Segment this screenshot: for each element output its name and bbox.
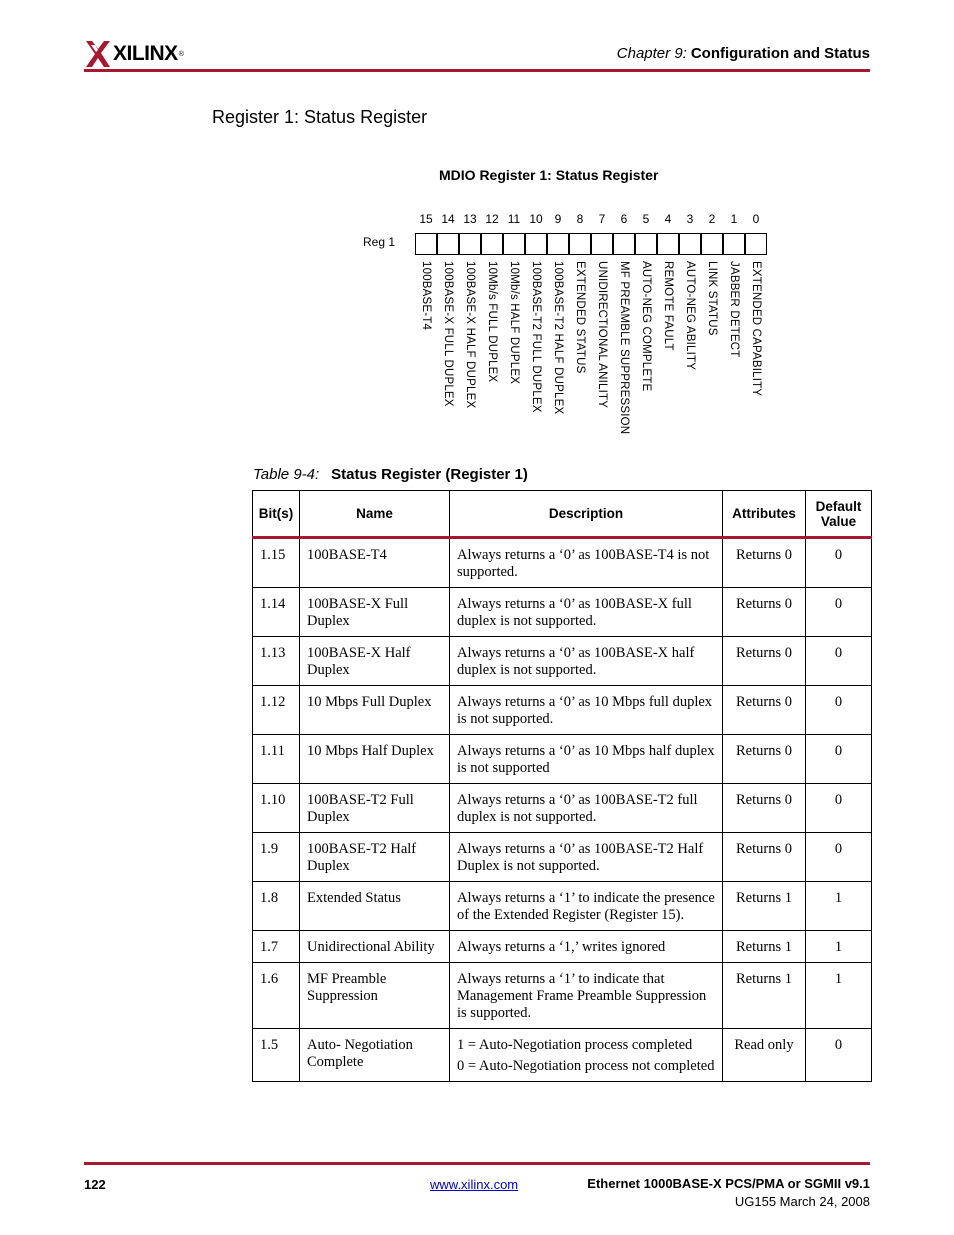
cell-default-value: 0 bbox=[806, 686, 872, 735]
register-label: Reg 1 bbox=[363, 235, 396, 249]
register-bit-box bbox=[701, 233, 723, 255]
bit-number: 12 bbox=[485, 212, 499, 226]
table-row bbox=[253, 784, 872, 833]
cell-default-value: 1 bbox=[806, 963, 872, 1029]
table-row bbox=[253, 637, 872, 686]
table-body bbox=[253, 538, 872, 1082]
register-bit-box bbox=[525, 233, 547, 255]
description-text: 1 = Auto-Negotiation process completed bbox=[457, 1037, 693, 1053]
cell-attributes: Returns 0 bbox=[723, 637, 806, 686]
description-text: Always returns a ‘0’ as 10 Mbps half duplex is not supported bbox=[457, 743, 715, 776]
header-description: Description bbox=[450, 491, 723, 538]
cell-name: 100BASE-T2 Full Duplex bbox=[300, 784, 450, 833]
chapter-header bbox=[617, 45, 870, 62]
bit-number: 14 bbox=[441, 212, 455, 226]
cell-description bbox=[450, 735, 723, 784]
cell-attributes: Returns 0 bbox=[723, 686, 806, 735]
header-bits: Bit(s) bbox=[253, 491, 300, 538]
description-text: Always returns a ‘0’ as 100BASE-T2 full duplex is not supported. bbox=[457, 792, 698, 825]
cell-attributes: Returns 0 bbox=[723, 538, 806, 588]
section-title: Register 1: Status Register bbox=[212, 107, 428, 127]
bit-label: 100BASE-X FULL DUPLEX bbox=[442, 261, 454, 407]
bit-number: 7 bbox=[598, 212, 606, 226]
footer-website-link[interactable]: www.xilinx.com bbox=[430, 1177, 519, 1192]
cell-default-value: 0 bbox=[806, 538, 872, 588]
chapter-title: Configuration and Status bbox=[690, 45, 870, 62]
cell-default-value: 1 bbox=[806, 882, 872, 931]
register-bit-box bbox=[503, 233, 525, 255]
table-header-row bbox=[253, 491, 872, 538]
bit-number: 15 bbox=[419, 212, 433, 226]
header-attributes: Attributes bbox=[723, 491, 806, 538]
cell-attributes: Returns 1 bbox=[723, 931, 806, 963]
description-text: Always returns a ‘0’ as 10 Mbps full duplex is not supported. bbox=[457, 694, 713, 727]
cell-bits: 1.12 bbox=[253, 686, 300, 735]
bit-number: 3 bbox=[686, 212, 694, 226]
cell-name: 100BASE-X Full Duplex bbox=[300, 588, 450, 637]
cell-default-value: 0 bbox=[806, 735, 872, 784]
table-caption-title: Status Register (Register 1) bbox=[331, 466, 528, 483]
cell-name: 10 Mbps Half Duplex bbox=[300, 735, 450, 784]
cell-description bbox=[450, 833, 723, 882]
bit-number: 8 bbox=[576, 212, 584, 226]
cell-description bbox=[450, 637, 723, 686]
table-row bbox=[253, 931, 872, 963]
cell-name: MF Preamble Suppression bbox=[300, 963, 450, 1029]
cell-attributes: Returns 1 bbox=[723, 882, 806, 931]
cell-bits: 1.14 bbox=[253, 588, 300, 637]
bit-label: AUTO-NEG ABILITY bbox=[684, 261, 696, 371]
table-row bbox=[253, 588, 872, 637]
header-name: Name bbox=[300, 491, 450, 538]
description-text: Always returns a ‘0’ as 100BASE-T2 Half Duplex is not supported. bbox=[457, 841, 704, 874]
bit-number: 2 bbox=[708, 212, 716, 226]
register-bit-box bbox=[591, 233, 613, 255]
xilinx-logo bbox=[86, 40, 184, 68]
register-bit-box bbox=[635, 233, 657, 255]
table-caption bbox=[253, 466, 528, 483]
register-bit-box bbox=[723, 233, 745, 255]
cell-name: 10 Mbps Full Duplex bbox=[300, 686, 450, 735]
table-row bbox=[253, 538, 872, 588]
table-row bbox=[253, 833, 872, 882]
cell-description bbox=[450, 963, 723, 1029]
table-caption-number: Table 9-4: bbox=[253, 466, 320, 483]
cell-bits: 1.7 bbox=[253, 931, 300, 963]
cell-description bbox=[450, 931, 723, 963]
register-bit-box bbox=[437, 233, 459, 255]
description-text: 0 = Auto-Negotiation process not completed bbox=[457, 1058, 715, 1074]
cell-bits: 1.5 bbox=[253, 1029, 300, 1082]
description-text: Always returns a ‘1’ to indicate the presence of the Extended Register (Register 15). bbox=[457, 890, 715, 923]
xilinx-logo-icon bbox=[86, 41, 110, 67]
bit-label: MF PREAMBLE SUPPRESSION bbox=[618, 261, 630, 435]
bit-label: 100BASE-T2 FULL DUPLEX bbox=[530, 261, 542, 413]
bit-label: EXTENDED STATUS bbox=[574, 261, 586, 374]
register-bit-box bbox=[415, 233, 437, 255]
register-bit-box bbox=[569, 233, 591, 255]
register-bit-box bbox=[481, 233, 503, 255]
description-text: Always returns a ‘1’ to indicate that Management Frame Preamble Suppression is supported. bbox=[457, 971, 707, 1021]
header-rule bbox=[84, 69, 870, 72]
table-row bbox=[253, 882, 872, 931]
cell-attributes: Returns 1 bbox=[723, 963, 806, 1029]
cell-name: 100BASE-X Half Duplex bbox=[300, 637, 450, 686]
cell-default-value: 0 bbox=[806, 588, 872, 637]
bit-label: 100BASE-T2 HALF DUPLEX bbox=[552, 261, 564, 415]
register-bit-box bbox=[657, 233, 679, 255]
header-default-value: Default Value bbox=[806, 491, 872, 538]
table-row bbox=[253, 686, 872, 735]
cell-default-value: 0 bbox=[806, 637, 872, 686]
register-bit-box bbox=[459, 233, 481, 255]
status-register-table bbox=[252, 490, 872, 1082]
table-row bbox=[253, 1029, 872, 1082]
bit-number: 5 bbox=[642, 212, 650, 226]
cell-default-value: 0 bbox=[806, 1029, 872, 1082]
cell-bits: 1.9 bbox=[253, 833, 300, 882]
bit-label: REMOTE FAULT bbox=[662, 261, 674, 351]
page-number: 122 bbox=[84, 1177, 106, 1192]
bit-label: 100BASE-X HALF DUPLEX bbox=[464, 261, 476, 409]
cell-bits: 1.6 bbox=[253, 963, 300, 1029]
register-bit-box bbox=[679, 233, 701, 255]
bit-label: 100BASE-T4 bbox=[420, 261, 432, 331]
cell-name: 100BASE-T4 bbox=[300, 538, 450, 588]
bit-number: 13 bbox=[463, 212, 477, 226]
bit-label: EXTENDED CAPABILITY bbox=[750, 261, 762, 397]
bit-number: 1 bbox=[730, 212, 738, 226]
bit-label: 10Mb/s FULL DUPLEX bbox=[486, 261, 498, 383]
cell-name: Extended Status bbox=[300, 882, 450, 931]
cell-bits: 1.13 bbox=[253, 637, 300, 686]
cell-default-value: 0 bbox=[806, 833, 872, 882]
cell-attributes: Returns 0 bbox=[723, 784, 806, 833]
cell-name: 100BASE-T2 Half Duplex bbox=[300, 833, 450, 882]
bit-number: 6 bbox=[620, 212, 628, 226]
bit-label: UNIDIRECTIONAL ANILITY bbox=[596, 261, 608, 409]
cell-description bbox=[450, 588, 723, 637]
bit-number: 4 bbox=[664, 212, 672, 226]
table-row bbox=[253, 735, 872, 784]
cell-name: Unidirectional Ability bbox=[300, 931, 450, 963]
cell-bits: 1.11 bbox=[253, 735, 300, 784]
bit-label: AUTO-NEG COMPLETE bbox=[640, 261, 652, 392]
bit-number: 11 bbox=[507, 212, 521, 226]
logo-text: XILINX bbox=[113, 42, 178, 65]
cell-bits: 1.8 bbox=[253, 882, 300, 931]
cell-description bbox=[450, 538, 723, 588]
footer-document-title: Ethernet 1000BASE-X PCS/PMA or SGMII v9.1 bbox=[587, 1176, 870, 1191]
bit-label: LINK STATUS bbox=[706, 261, 718, 336]
cell-description bbox=[450, 882, 723, 931]
cell-name: Auto- Negotiation Complete bbox=[300, 1029, 450, 1082]
bit-number: 0 bbox=[752, 212, 760, 226]
description-text: Always returns a ‘1,’ writes ignored bbox=[457, 939, 666, 955]
cell-attributes: Returns 0 bbox=[723, 833, 806, 882]
description-text: Always returns a ‘0’ as 100BASE-X full duplex is not supported. bbox=[457, 596, 692, 629]
cell-description bbox=[450, 686, 723, 735]
description-text: Always returns a ‘0’ as 100BASE-X half duplex is not supported. bbox=[457, 645, 695, 678]
cell-description bbox=[450, 1029, 723, 1082]
diagram-title: MDIO Register 1: Status Register bbox=[439, 167, 659, 183]
bit-label: JABBER DETECT bbox=[728, 261, 740, 358]
register-bit-box bbox=[745, 233, 767, 255]
bit-number: 9 bbox=[554, 212, 562, 226]
cell-bits: 1.15 bbox=[253, 538, 300, 588]
logo-registered-mark: ® bbox=[178, 50, 184, 58]
table-row bbox=[253, 963, 872, 1029]
cell-description bbox=[450, 784, 723, 833]
footer-document-id-date: UG155 March 24, 2008 bbox=[734, 1194, 870, 1209]
bit-number: 10 bbox=[529, 212, 543, 226]
register-bit-box bbox=[547, 233, 569, 255]
cell-attributes: Returns 0 bbox=[723, 588, 806, 637]
cell-bits: 1.10 bbox=[253, 784, 300, 833]
description-text: Always returns a ‘0’ as 100BASE-T4 is not supported. bbox=[457, 547, 710, 580]
cell-default-value: 1 bbox=[806, 931, 872, 963]
chapter-label: Chapter 9: bbox=[616, 45, 687, 62]
bit-label: 10Mb/s HALF DUPLEX bbox=[508, 261, 520, 385]
cell-default-value: 0 bbox=[806, 784, 872, 833]
cell-attributes: Returns 0 bbox=[723, 735, 806, 784]
footer-rule bbox=[84, 1162, 870, 1165]
register-bit-box bbox=[613, 233, 635, 255]
cell-attributes: Read only bbox=[723, 1029, 806, 1082]
